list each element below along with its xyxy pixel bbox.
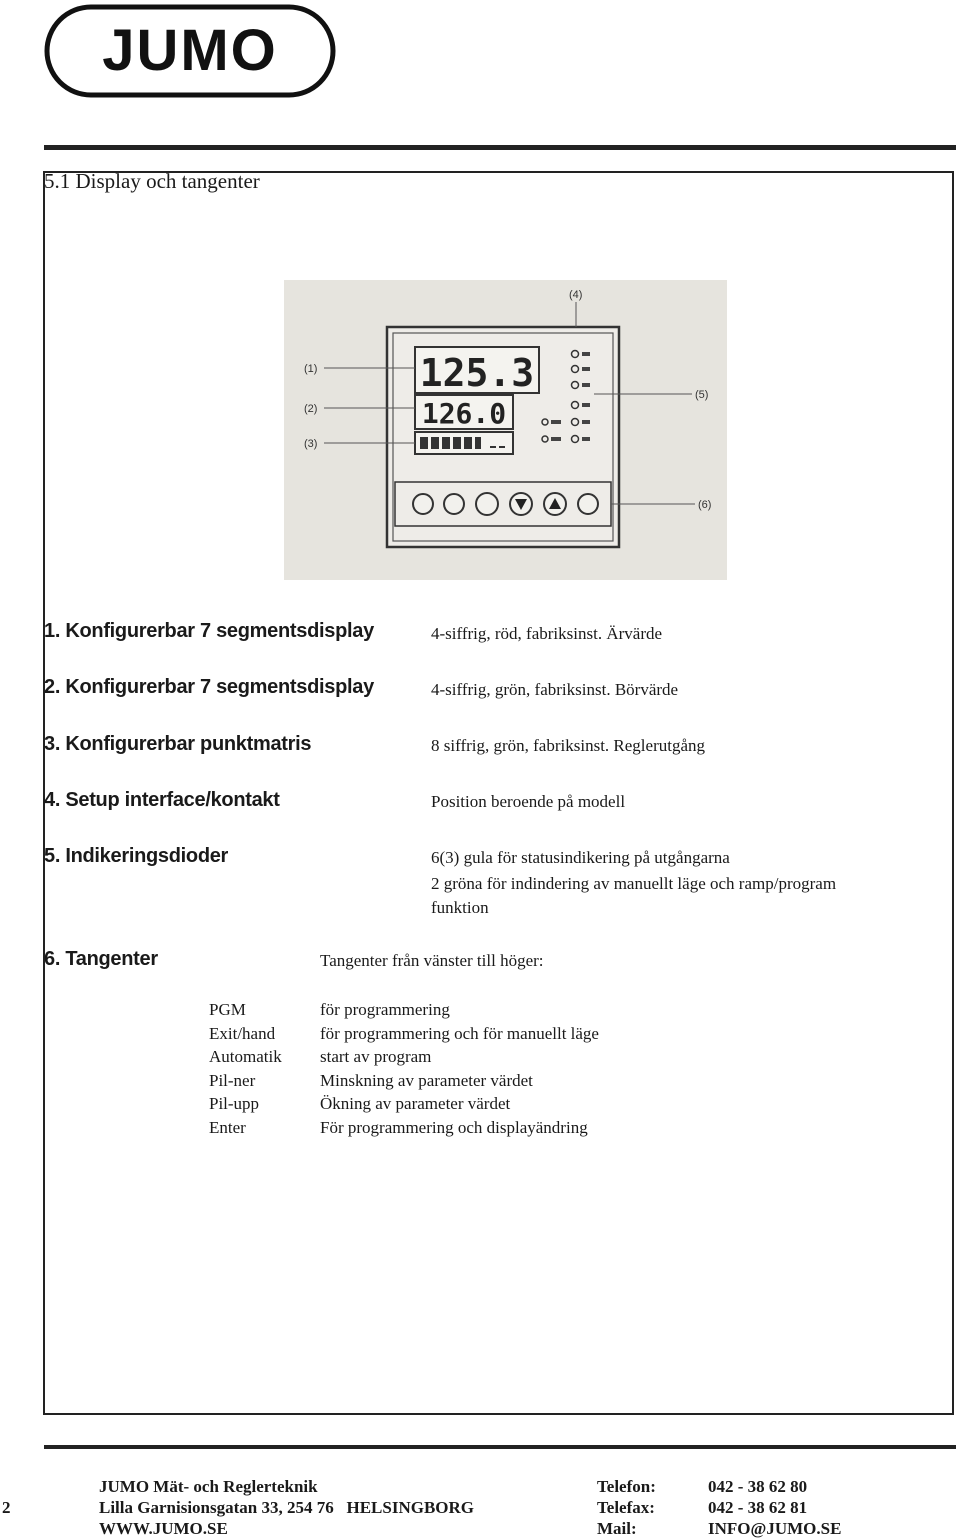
item-label-1: 1. Konfigurerbar 7 segmentsdisplay: [44, 620, 374, 642]
section-title: 5.1 Display och tangenter: [44, 169, 260, 193]
item-label-2: 2. Konfigurerbar 7 segmentsdisplay: [44, 676, 374, 698]
footer-phone-label: Telefon:: [597, 1477, 656, 1496]
logo-text: JUMO: [102, 18, 278, 83]
page-number: 2: [2, 1498, 11, 1517]
key-desc-pgm: för programmering: [320, 1000, 450, 1019]
footer-fax: 042 - 38 62 81: [708, 1498, 808, 1517]
callout-1: (1): [304, 363, 318, 375]
callout-2: (2): [304, 403, 318, 415]
key-name-up: Pil-upp: [209, 1094, 260, 1113]
controller-illustration: [284, 280, 727, 580]
footer-mail-label: Mail:: [597, 1519, 637, 1538]
key-desc-auto: start av program: [320, 1047, 432, 1066]
item-desc-3: 8 siffrig, grön, fabriksinst. Reglerutgång: [431, 736, 706, 755]
callout-5: (5): [695, 389, 709, 401]
footer-address: Lilla Garnisionsgatan 33, 254 76 HELSINGBORG: [99, 1498, 475, 1517]
footer-rule: [44, 1445, 956, 1449]
key-desc-exit: för programmering och för manuellt läge: [320, 1024, 599, 1043]
item-desc-6: Tangenter från vänster till höger:: [320, 951, 544, 970]
footer-phone: 042 - 38 62 80: [708, 1477, 808, 1496]
key-desc-up: Ökning av parameter värdet: [320, 1094, 511, 1113]
key-desc-enter: För programmering och displayändring: [320, 1118, 588, 1137]
item-desc-5a: 6(3) gula för statusindikering på utgångarna: [431, 848, 730, 867]
item-label-6: 6. Tangenter: [44, 948, 158, 970]
item-desc-1: 4-siffrig, röd, fabriksinst. Ärvärde: [431, 624, 663, 643]
callout-4: (4): [569, 289, 583, 301]
item-desc-5b: 2 gröna för indindering av manuellt läge och ramp/program: [431, 874, 837, 893]
key-name-pgm: PGM: [209, 1000, 246, 1019]
item-label-3: 3. Konfigurerbar punktmatris: [44, 733, 312, 755]
footer-company: JUMO Mät- och Reglerteknik: [99, 1477, 318, 1496]
display-middle: 126.0: [421, 397, 507, 430]
key-name-down: Pil-ner: [209, 1071, 256, 1090]
key-name-exit: Exit/hand: [209, 1024, 276, 1043]
header-rule: [44, 145, 956, 150]
key-name-enter: Enter: [209, 1118, 246, 1137]
footer-fax-label: Telefax:: [597, 1498, 655, 1517]
callout-3: (3): [304, 438, 318, 450]
item-label-5: 5. Indikeringsdioder: [44, 845, 229, 867]
key-name-auto: Automatik: [209, 1047, 282, 1066]
item-desc-4: Position beroende på modell: [431, 792, 626, 811]
item-label-4: 4. Setup interface/kontakt: [44, 789, 280, 811]
item-desc-5c: funktion: [431, 898, 489, 917]
jumo-logo: [44, 4, 336, 98]
callout-6: (6): [698, 499, 712, 511]
item-desc-2: 4-siffrig, grön, fabriksinst. Börvärde: [431, 680, 679, 699]
display-top: 125.3: [419, 351, 535, 395]
footer-web-link[interactable]: WWW.JUMO.SE: [99, 1519, 228, 1538]
key-desc-down: Minskning av parameter värdet: [320, 1071, 533, 1090]
footer-mail-link[interactable]: INFO@JUMO.SE: [708, 1519, 842, 1538]
